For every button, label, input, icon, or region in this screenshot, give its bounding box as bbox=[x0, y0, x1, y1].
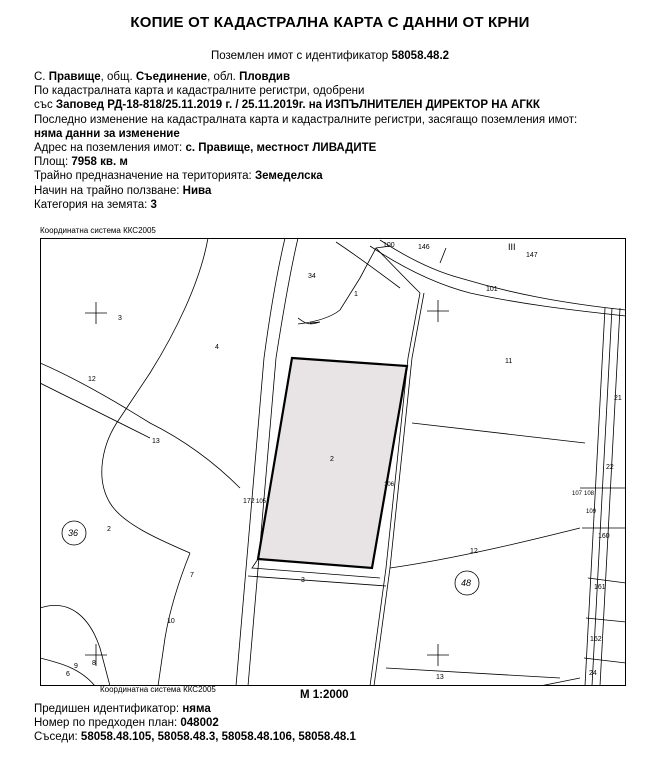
order-prefix: със bbox=[34, 99, 56, 112]
cadastral-region-48: 48 bbox=[461, 578, 472, 588]
parcel-label: 109 bbox=[586, 509, 597, 515]
cadastral-map bbox=[40, 238, 626, 686]
cadastral-region-36: 36 bbox=[68, 528, 79, 538]
subject-parcel[interactable] bbox=[258, 358, 407, 568]
coord-system-label-bottom: Координатна система ККС2005 bbox=[100, 685, 216, 694]
identifier-value: 58058.48.2 bbox=[391, 50, 450, 62]
parcel-label: 100 bbox=[383, 242, 395, 249]
address-value: с. Правище, местност ЛИВАДИТЕ bbox=[185, 142, 377, 155]
parcel-label: 172 bbox=[243, 498, 255, 505]
parcel-label: 3 bbox=[301, 577, 305, 584]
identifier-label: Поземлен имот с идентификатор bbox=[210, 50, 389, 62]
region-name: Пловдив bbox=[239, 71, 291, 83]
parcel-label: 147 bbox=[526, 252, 538, 259]
parcel-label: 7 bbox=[190, 572, 194, 579]
approved-line: По кадастралната карта и кадастралните регистри, одобрени bbox=[34, 85, 365, 98]
prev-id-line bbox=[34, 702, 356, 716]
grid-crosses bbox=[85, 300, 449, 666]
footer-info bbox=[34, 702, 356, 745]
coord-system-label: Координатна система ККС2005 bbox=[40, 226, 156, 235]
parcel-label: 10 bbox=[167, 618, 175, 625]
address-label: Адрес на поземления имот: bbox=[34, 142, 186, 155]
neighbors-value: 58058.48.105, 58058.48.3, 58058.48.106, 58058.48.1 bbox=[80, 731, 356, 744]
parcel-label: 13 bbox=[436, 674, 444, 681]
parcel-label: 160 bbox=[598, 533, 610, 540]
parcel-label: 162 bbox=[590, 636, 602, 643]
parcel-label: 11 bbox=[505, 358, 513, 365]
area-value: 7958 кв. м bbox=[71, 156, 128, 169]
purpose-line bbox=[34, 169, 577, 183]
map-scale: М 1:2000 bbox=[300, 689, 349, 701]
usage-label: Начин на трайно ползване: bbox=[34, 184, 183, 197]
prev-id-label: Предишен идентификатор: bbox=[34, 703, 183, 715]
region-prefix: , обл. bbox=[207, 71, 240, 83]
parcel-label: 21 bbox=[614, 395, 622, 402]
parcel-label: 4 bbox=[215, 344, 219, 351]
parcel-label: 3 bbox=[118, 315, 122, 322]
last-change-value: няма данни за изменение bbox=[34, 127, 180, 140]
order-value: Заповед РД-18-818/25.11.2019 г. / 25.11.2019г. на ИЗПЪЛНИТЕЛЕН ДИРЕКТОР НА АГКК bbox=[55, 99, 540, 112]
subject-parcel-label: 2 bbox=[330, 456, 334, 463]
location-prefix: С. bbox=[34, 71, 49, 83]
parcel-label: 9 bbox=[74, 663, 78, 670]
municipality-prefix: , общ. bbox=[100, 71, 136, 83]
order-line bbox=[34, 98, 577, 112]
parcel-label: 12 bbox=[470, 548, 478, 555]
plan-no-value: 048002 bbox=[180, 717, 219, 730]
purpose-label: Трайно предназначение на територията: bbox=[34, 170, 255, 183]
area-line bbox=[34, 155, 577, 169]
plan-no-label: Номер по предходен план: bbox=[34, 717, 181, 730]
category-label: Категория на земята: bbox=[34, 198, 151, 211]
parcel-label: 146 bbox=[418, 244, 430, 251]
address-line bbox=[34, 141, 577, 155]
parcel-label: 22 bbox=[606, 464, 614, 471]
prev-id-value: няма bbox=[182, 703, 211, 715]
usage-line bbox=[34, 184, 577, 198]
parcel-label: 34 bbox=[308, 273, 316, 280]
parcel-label: III bbox=[508, 242, 516, 252]
property-info bbox=[34, 70, 577, 212]
parcel-label: 106 bbox=[384, 482, 395, 488]
neighbors-label: Съседи: bbox=[34, 731, 81, 744]
parcel-label: 2 bbox=[107, 526, 111, 533]
category-line bbox=[34, 198, 577, 212]
parcel-label: 24 bbox=[589, 670, 597, 677]
parcel-label: 12 bbox=[88, 376, 96, 383]
area-label: Площ: bbox=[34, 156, 72, 169]
parcel-label: 8 bbox=[92, 660, 96, 667]
document-title: КОПИЕ ОТ КАДАСТРАЛНА КАРТА С ДАННИ ОТ КРНИ bbox=[130, 14, 530, 31]
parcel-label: 107 bbox=[572, 491, 583, 497]
village-name: Правище bbox=[48, 71, 101, 83]
usage-value: Нива bbox=[182, 184, 212, 197]
location-line bbox=[34, 70, 577, 84]
parcel-label: 105 bbox=[256, 499, 267, 505]
municipality-name: Съединение bbox=[135, 71, 208, 83]
parcel-label: 161 bbox=[594, 584, 606, 591]
purpose-value: Земеделска bbox=[254, 170, 323, 183]
parcel-label: 13 bbox=[152, 438, 160, 445]
parcel-label: 101 bbox=[486, 286, 498, 293]
category-value: 3 bbox=[150, 198, 157, 211]
identifier-line bbox=[0, 50, 660, 62]
parcel-label: 6 bbox=[66, 671, 70, 678]
plan-no-line bbox=[34, 716, 356, 730]
neighbors-line bbox=[34, 730, 356, 744]
parcel-label: 1 bbox=[354, 291, 358, 298]
parcel-label: 108 bbox=[584, 491, 595, 497]
last-change-label: Последно изменение на кадастралната карта и кадастралните регистри, засягащо поземления имот: bbox=[34, 113, 578, 126]
